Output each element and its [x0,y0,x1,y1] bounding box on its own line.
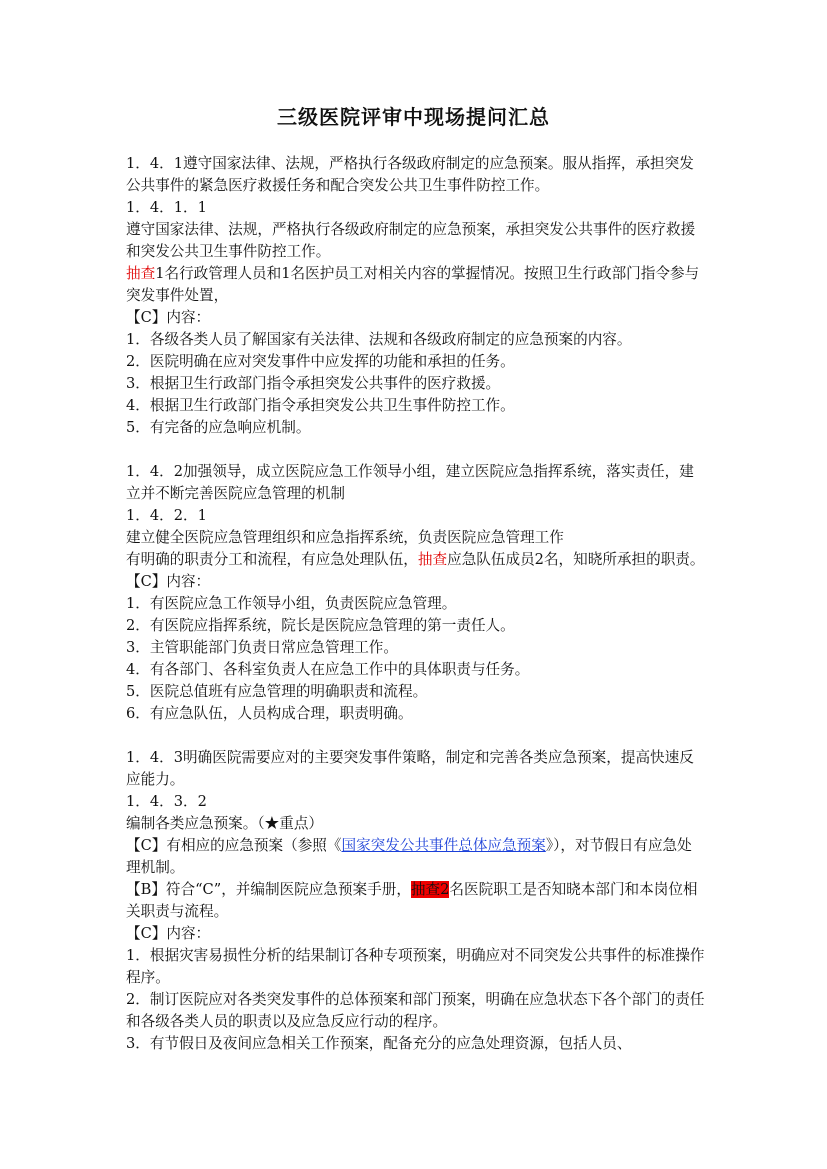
list-item: 2．有医院应指挥系统，院长是医院应急管理的第一责任人。 [126,617,515,634]
content-label: 【C】内容： [126,925,211,942]
list-item: 3．主管职能部门负责日常应急管理工作。 [126,639,398,656]
requirement-text: 【B】符合“C”，并编制医院应急预案手册， [126,881,411,898]
list-item: 4．有各部门、各科室负责人在应急工作中的具体职责与任务。 [126,661,530,678]
spacer [126,725,706,747]
section-heading: 1．4．1遵守国家法律、法规，严格执行各级政府制定的应急预案。服从指挥，承担突发公共事件的紧急医疗救援任务和配合突发公共卫生事件防控工作。 [126,155,694,194]
section-description: 遵守国家法律、法规，严格执行各级政府制定的应急预案，承担突发公共事件的医疗救援和突发公共卫生事件防控工作。 [126,221,696,260]
requirement-text: 名医院职工是否知晓本部门和本岗位相关职责与流程。 [126,881,698,920]
section-code: 1．4．2．1 [126,507,207,524]
highlighted-check-keyword: 抽查2 [410,881,450,898]
list-item: 1．各级各类人员了解国家有关法律、法规和各级政府制定的应急预案的内容。 [126,331,632,348]
document-title: 三级医院评审中现场提问汇总 [277,105,550,129]
spacer [126,439,706,461]
list-item: 3．根据卫生行政部门指令承担突发公共事件的医疗救援。 [126,375,501,392]
section-code: 1．4．1．1 [126,199,207,216]
list-item: 1．有医院应急工作领导小组，负责医院应急管理。 [126,595,457,612]
list-item: 3．有节假日及夜间应急相关工作预案，配备充分的应急处理资源，包括人员、 [126,1035,632,1052]
check-text: 有明确的职责分工和流程，有应急处理队伍， [126,551,418,568]
section-heading: 1．4．3明确医院需要应对的主要突发事件策略，制定和完善各类应急预案，提高快速反应能力。 [126,749,694,788]
section-description: 编制各类应急预案。（★重点） [126,815,324,832]
list-item: 2．制订医院应对各类突发事件的总体预案和部门预案，明确在应急状态下各个部门的责任和各级各类人员的职责以及应急反应行动的程序。 [126,991,705,1030]
check-text: 1名行政管理人员和1名医护员工对相关内容的掌握情况。按照卫生行政部门指令参与突发事件处置， [126,265,700,304]
requirement-text: 【C】有相应的应急预案（参照《 [126,837,342,854]
check-requirement [126,549,706,571]
list-item: 6．有应急队伍，人员构成合理，职责明确。 [126,705,413,722]
check-keyword: 抽查 [417,551,448,568]
content-label: 【C】内容： [126,309,211,326]
check-keyword: 抽查 [126,265,156,282]
list-item: 5．医院总值班有应急管理的明确职责和流程。 [126,683,428,700]
list-item: 1．根据灾害易损性分析的结果制订各种专项预案，明确应对不同突发公共事件的标准操作程序。 [126,947,705,986]
check-requirement [126,263,706,307]
list-item: 4．根据卫生行政部门指令承担突发公共卫生事件防控工作。 [126,397,515,414]
grade-c-requirement [126,835,706,879]
section-heading: 1．4．2加强领导，成立医院应急工作领导小组，建立医院应急指挥系统，落实责任，建立并不断完善医院应急管理的机制 [126,463,694,502]
document-body [126,153,706,1055]
emergency-plan-link[interactable]: 国家突发公共事件总体应急预案 [341,837,546,854]
list-item: 2．医院明确在应对突发事件中应发挥的功能和承担的任务。 [126,353,515,370]
requirement-text: 》），对节假日有应急处理机制。 [126,837,692,876]
list-item: 5．有完备的应急响应机制。 [126,419,311,436]
section-code: 1．4．3．2 [126,793,207,810]
check-text: 应急队伍成员2名，知晓所承担的职责。 [447,551,705,568]
content-label: 【C】内容： [126,573,211,590]
grade-b-requirement [126,879,706,923]
section-description: 建立健全医院应急管理组织和应急指挥系统，负责医院应急管理工作 [126,529,564,546]
